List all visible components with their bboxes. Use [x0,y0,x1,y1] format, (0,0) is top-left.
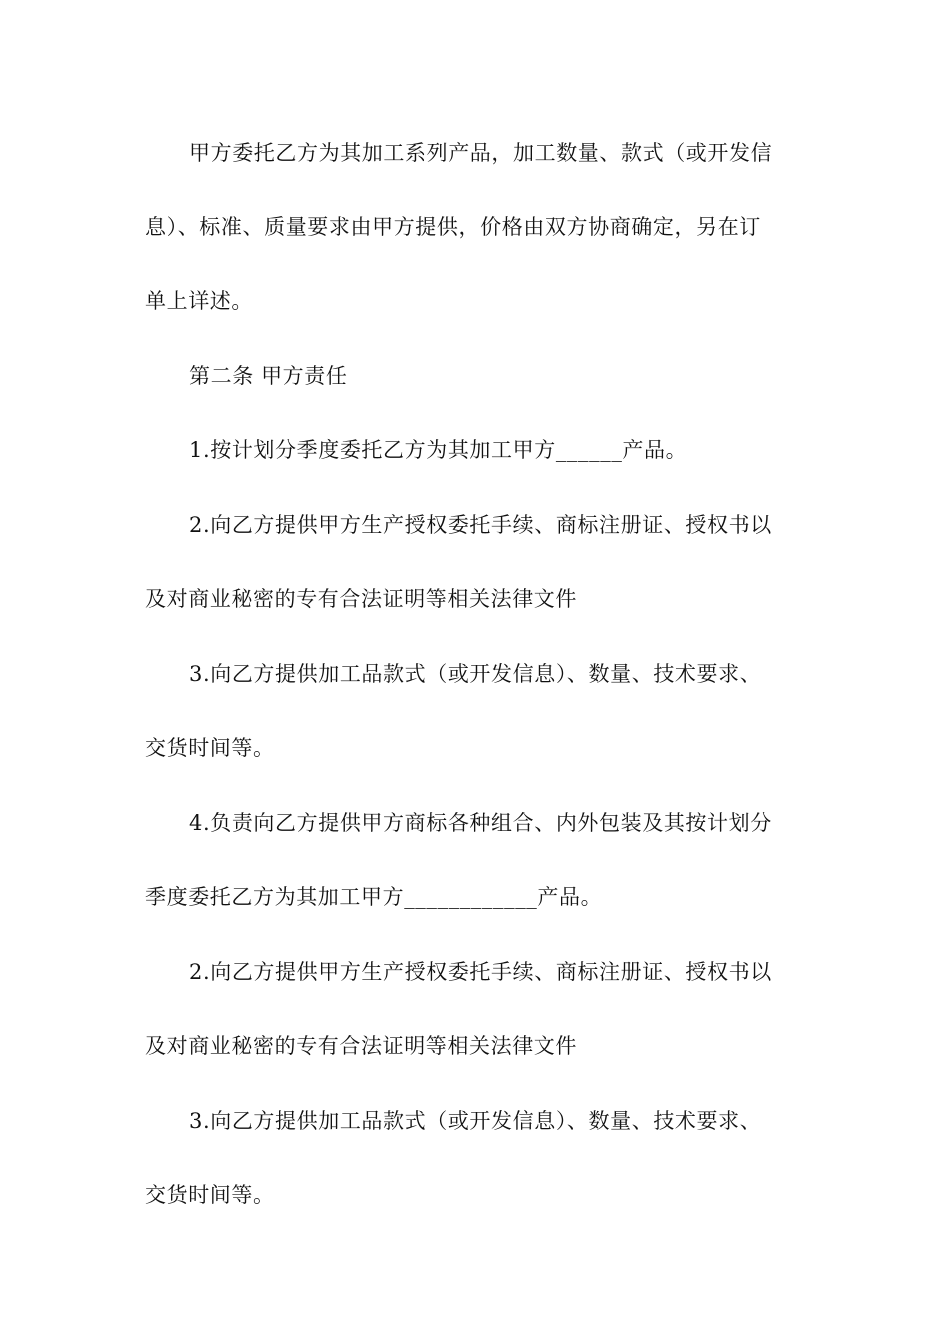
paragraph-line: 2.向乙方提供甲方生产授权委托手续、商标注册证、授权书以 [189,960,772,984]
section-heading: 第二条 甲方责任 [189,364,348,388]
paragraph-line: 及对商业秘密的专有合法证明等相关法律文件 [145,587,577,611]
paragraph-line: 1.按计划分季度委托乙方为其加工甲方______产品。 [189,438,688,462]
paragraph-line: 及对商业秘密的专有合法证明等相关法律文件 [145,1034,577,1058]
paragraph-line: 交货时间等。 [145,1183,275,1207]
paragraph-line: 息）、标准、质量要求由甲方提供，价格由双方协商确定，另在订 [145,215,761,239]
paragraph-line: 4.负责向乙方提供甲方商标各种组合、内外包装及其按计划分 [189,811,772,835]
paragraph-line: 单上详述。 [145,289,253,313]
paragraph-line: 2.向乙方提供甲方生产授权委托手续、商标注册证、授权书以 [189,513,772,537]
paragraph-line: 3.向乙方提供加工品款式（或开发信息）、数量、技术要求、 [189,662,762,686]
paragraph-line: 3.向乙方提供加工品款式（或开发信息）、数量、技术要求、 [189,1109,762,1133]
paragraph-line: 交货时间等。 [145,736,275,760]
paragraph-line: 季度委托乙方为其加工甲方____________产品。 [145,885,603,909]
paragraph-line: 甲方委托乙方为其加工系列产品，加工数量、款式（或开发信 [189,141,773,165]
